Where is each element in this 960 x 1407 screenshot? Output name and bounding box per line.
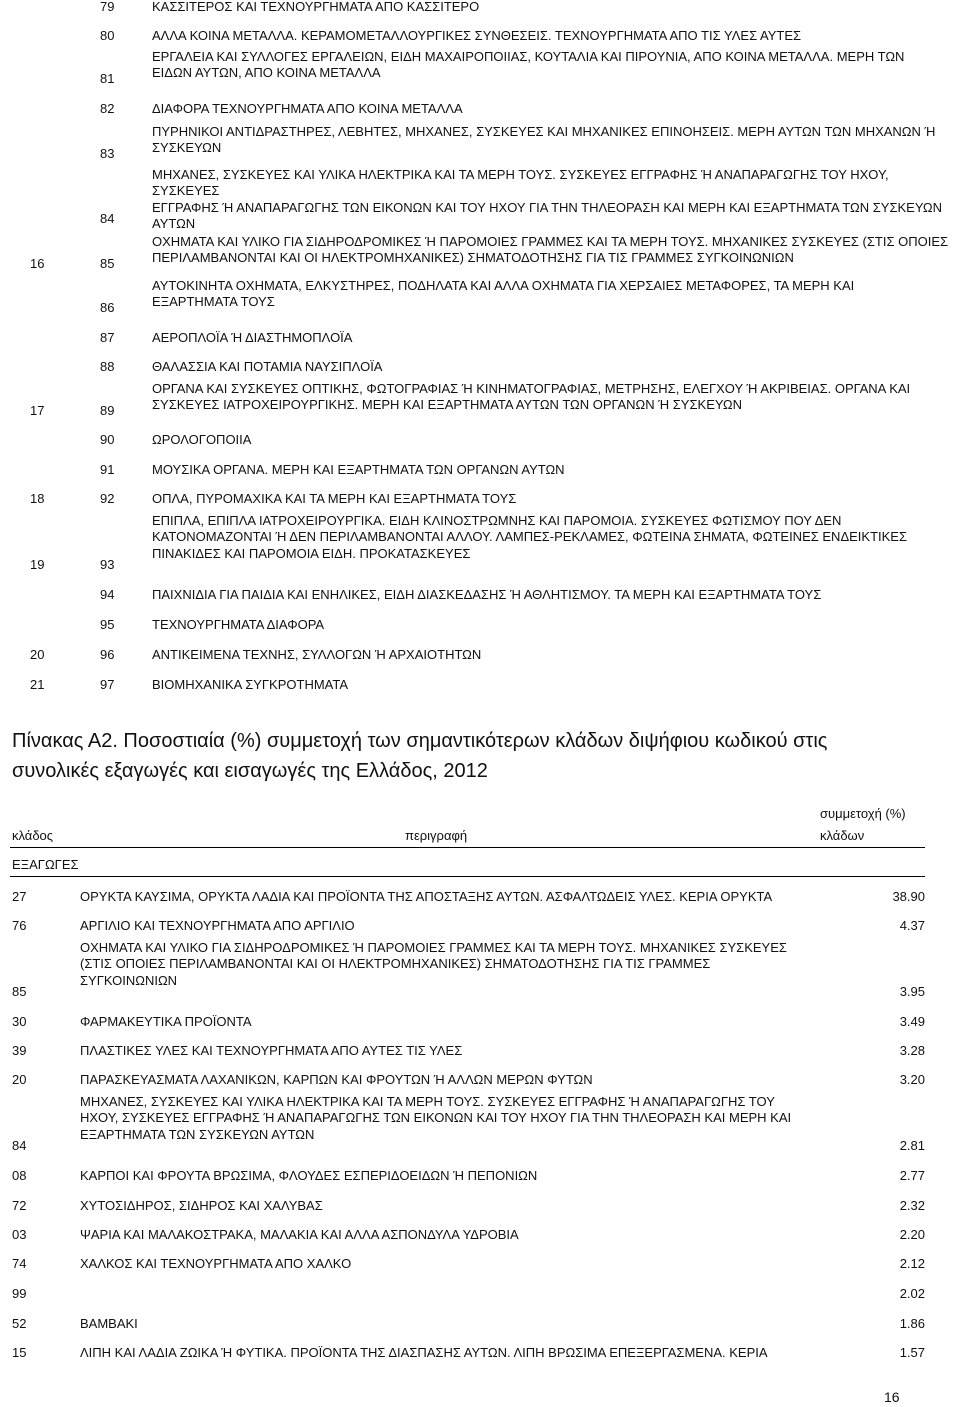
row-description: ΦΑΡΜΑΚΕΥΤΙΚΑ ΠΡΟΪΟΝΤΑ bbox=[80, 1014, 252, 1029]
row-code: 89 bbox=[100, 403, 115, 418]
row-code: 39 bbox=[12, 1043, 27, 1058]
row-code: 85 bbox=[100, 256, 115, 271]
row-description: ΠΥΡΗΝΙΚΟΙ ΑΝΤΙΔΡΑΣΤΗΡΕΣ, ΛΕΒΗΤΕΣ, ΜΗΧΑΝΕΣ, ΣΥΣΚΕΥΕΣ ΚΑΙ ΜΗΧΑΝΙΚΕΣ ΕΠΙΝΟΗΣΕΙΣ. ΜΕΡΗ ΑΥΤΩΝ ΤΩΝ ΜΗΧΑΝΩΝ Ή ΣΥΣΚΕΥΩΝ bbox=[152, 124, 936, 156]
row-code: 92 bbox=[100, 491, 115, 506]
row-code: 08 bbox=[12, 1168, 27, 1183]
row-code: 86 bbox=[100, 300, 115, 315]
row-share-value: 1.86 bbox=[899, 1316, 925, 1331]
row-code: 94 bbox=[100, 587, 115, 602]
row-share-value: 3.49 bbox=[899, 1014, 925, 1029]
row-code: 96 bbox=[100, 647, 115, 662]
row-description: ΒΙΟΜΗΧΑΝΙΚΑ ΣΥΓΚΡΟΤΗΜΑΤΑ bbox=[152, 677, 349, 692]
row-description: ΑΡΓΙΛΙΟ ΚΑΙ ΤΕΧΝΟΥΡΓΗΜΑΤΑ ΑΠΟ ΑΡΓΙΛΙΟ bbox=[80, 918, 355, 933]
row-description: ΚΑΡΠΟΙ ΚΑΙ ΦΡΟΥΤΑ ΒΡΩΣΙΜΑ, ΦΛΟΥΔΕΣ ΕΣΠΕΡΙΔΟΕΙΔΩΝ Ή ΠΕΠΟΝΙΩΝ bbox=[80, 1168, 538, 1183]
row-share-value: 2.02 bbox=[899, 1286, 925, 1301]
group-label-exports: ΕΞΑΓΩΓΕΣ bbox=[12, 857, 79, 872]
row-code: 72 bbox=[12, 1198, 27, 1213]
row-code: 97 bbox=[100, 677, 115, 692]
row-share-value: 2.77 bbox=[899, 1168, 925, 1183]
row-share-value: 2.12 bbox=[899, 1256, 925, 1271]
row-code: 80 bbox=[100, 28, 115, 43]
row-share-value: 2.20 bbox=[899, 1227, 925, 1242]
header-share-unit: κλάδων bbox=[820, 828, 865, 843]
row-description: ΩΡΟΛΟΓΟΠΟΙΙΑ bbox=[152, 432, 252, 447]
row-description: ΧΥΤΟΣΙΔΗΡΟΣ, ΣΙΔΗΡΟΣ ΚΑΙ ΧΑΛΥΒΑΣ bbox=[80, 1198, 323, 1213]
row-description: ΧΑΛΚΟΣ ΚΑΙ ΤΕΧΝΟΥΡΓΗΜΑΤΑ ΑΠΟ ΧΑΛΚΟ bbox=[80, 1256, 352, 1271]
row-code: 76 bbox=[12, 918, 27, 933]
row-code: 84 bbox=[100, 211, 115, 226]
header-code: κλάδος bbox=[12, 828, 54, 843]
row-description: ΨΑΡΙΑ ΚΑΙ ΜΑΛΑΚΟΣΤΡΑΚΑ, ΜΑΛΑΚΙΑ ΚΑΙ ΑΛΛΑ ΑΣΠΟΝΔΥΛΑ ΥΔΡΟΒΙΑ bbox=[80, 1227, 519, 1242]
row-share-value: 4.37 bbox=[899, 918, 925, 933]
row-code: 81 bbox=[100, 71, 115, 86]
row-code: 15 bbox=[12, 1345, 27, 1360]
row-code: 87 bbox=[100, 330, 115, 345]
row-section: 18 bbox=[30, 491, 45, 506]
row-description: ΜΗΧΑΝΕΣ, ΣΥΣΚΕΥΕΣ ΚΑΙ ΥΛΙΚΑ ΗΛΕΚΤΡΙΚΑ ΚΑΙ ΤΑ ΜΕΡΗ ΤΟΥΣ. ΣΥΣΚΕΥΕΣ ΕΓΓΡΑΦΗΣ Ή ΑΝΑΠΑΡΑΓΩΓΗΣ ΤΟΥ ΗΧΟΥ, ΣΥΣΚΕΥΕΣ ΕΓΓΡΑΦΗΣ Ή ΑΝΑΠΑΡΑΓΩΓΗΣ ΤΩΝ ΕΙΚΟΝΩΝ ΚΑΙ ΤΟΥ ΗΧΟΥ ΓΙΑ ΤΗΝ ΤΗΛΕΟΡΑΣΗ ΚΑΙ ΜΕΡΗ ΚΑΙ ΕΞΑΡΤΗΜΑΤΑ ΤΩΝ ΣΥΣΚΕΥΩΝ ΑΥΤΩΝ bbox=[80, 1094, 792, 1142]
row-code: 95 bbox=[100, 617, 115, 632]
row-share-value: 2.81 bbox=[899, 1138, 925, 1153]
row-share-value: 2.32 bbox=[899, 1198, 925, 1213]
row-description: ΜΗΧΑΝΕΣ, ΣΥΣΚΕΥΕΣ ΚΑΙ ΥΛΙΚΑ ΗΛΕΚΤΡΙΚΑ ΚΑΙ ΤΑ ΜΕΡΗ ΤΟΥΣ. ΣΥΣΚΕΥΕΣ ΕΓΓΡΑΦΗΣ Ή ΑΝΑΠΑΡΑΓΩΓΗΣ ΤΟΥ ΗΧΟΥ, ΣΥΣΚΕΥΕΣ ΕΓΓΡΑΦΗΣ Ή ΑΝΑΠΑΡΑΓΩΓΗΣ ΤΩΝ ΕΙΚΟΝΩΝ ΚΑΙ ΤΟΥ ΗΧΟΥ ΓΙΑ ΤΗΝ ΤΗΛΕΟΡΑΣΗ ΚΑΙ ΜΕΡΗ ΚΑΙ ΕΞΑΡΤΗΜΑΤΑ ΤΩΝ ΣΥΣΚΕΥΩΝ ΑΥΤΩΝ bbox=[152, 167, 942, 231]
row-code: 52 bbox=[12, 1316, 27, 1331]
row-section: 20 bbox=[30, 647, 45, 662]
row-code: 90 bbox=[100, 432, 115, 447]
row-code: 82 bbox=[100, 101, 115, 116]
row-code: 84 bbox=[12, 1138, 27, 1153]
row-description: ΒΑΜΒΑΚΙ bbox=[80, 1316, 138, 1331]
row-share-value: 1.57 bbox=[899, 1345, 925, 1360]
row-description: ΟΧΗΜΑΤΑ ΚΑΙ ΥΛΙΚΟ ΓΙΑ ΣΙΔΗΡΟΔΡΟΜΙΚΕΣ Ή ΠΑΡΟΜΟΙΕΣ ΓΡΑΜΜΕΣ ΚΑΙ ΤΑ ΜΕΡΗ ΤΟΥΣ. ΜΗΧΑΝΙΚΕΣ ΣΥΣΚΕΥΕΣ (ΣΤΙΣ ΟΠΟΙΕΣ ΠΕΡΙΛΑΜΒΑΝΟΝΤΑΙ ΚΑΙ ΟΙ ΗΛΕΚΤΡΟΜΗΧΑΝΙΚΕΣ) ΣΗΜΑΤΟΔΟΤΗΣΗΣ ΓΙΑ ΤΙΣ ΓΡΑΜΜΕΣ ΣΥΓΚΟΙΝΩΝΙΩΝ bbox=[80, 940, 787, 988]
row-description: ΘΑΛΑΣΣΙΑ ΚΑΙ ΠΟΤΑΜΙΑ ΝΑΥΣΙΠΛΟΪΑ bbox=[152, 359, 383, 374]
row-description: ΠΑΡΑΣΚΕΥΑΣΜΑΤΑ ΛΑΧΑΝΙΚΩΝ, ΚΑΡΠΩΝ ΚΑΙ ΦΡΟΥΤΩΝ Ή ΑΛΛΩΝ ΜΕΡΩΝ ΦΥΤΩΝ bbox=[80, 1072, 593, 1087]
row-code: 85 bbox=[12, 984, 27, 999]
row-code: 83 bbox=[100, 146, 115, 161]
row-description: ΚΑΣΣΙΤΕΡΟΣ ΚΑΙ ΤΕΧΝΟΥΡΓΗΜΑΤΑ ΑΠΟ ΚΑΣΣΙΤΕΡΟ bbox=[152, 0, 480, 14]
row-code: 88 bbox=[100, 359, 115, 374]
row-share-value: 38.90 bbox=[892, 889, 925, 904]
row-code: 27 bbox=[12, 889, 27, 904]
row-description: ΜΟΥΣΙΚΑ ΟΡΓΑΝΑ. ΜΕΡΗ ΚΑΙ ΕΞΑΡΤΗΜΑΤΑ ΤΩΝ ΟΡΓΑΝΩΝ ΑΥΤΩΝ bbox=[152, 462, 565, 477]
row-code: 79 bbox=[100, 0, 115, 14]
header-divider bbox=[10, 847, 925, 848]
row-share-value: 3.20 bbox=[899, 1072, 925, 1087]
row-description: ΑΝΤΙΚΕΙΜΕΝΑ ΤΕΧΝΗΣ, ΣΥΛΛΟΓΩΝ Ή ΑΡΧΑΙΟΤΗΤΩΝ bbox=[152, 647, 482, 662]
row-description: ΑΛΛΑ ΚΟΙΝΑ ΜΕΤΑΛΛΑ. ΚΕΡΑΜΟΜΕΤΑΛΛΟΥΡΓΙΚΕΣ ΣΥΝΘΕΣΕΙΣ. ΤΕΧΝΟΥΡΓΗΜΑΤΑ ΑΠΟ ΤΙΣ ΥΛΕΣ ΑΥΤΕΣ bbox=[152, 28, 802, 43]
header-description: περιγραφή bbox=[405, 828, 468, 843]
row-code: 20 bbox=[12, 1072, 27, 1087]
row-share-value: 3.28 bbox=[899, 1043, 925, 1058]
group-divider bbox=[10, 876, 925, 877]
row-description: ΟΡΓΑΝΑ ΚΑΙ ΣΥΣΚΕΥΕΣ ΟΠΤΙΚΗΣ, ΦΩΤΟΓΡΑΦΙΑΣ Ή ΚΙΝΗΜΑΤΟΓΡΑΦΙΑΣ, ΜΕΤΡΗΣΗΣ, ΕΛΕΓΧΟΥ Ή ΑΚΡΙΒΕΙΑΣ. ΟΡΓΑΝΑ ΚΑΙ ΣΥΣΚΕΥΕΣ ΙΑΤΡΟΧΕΙΡΟΥΡΓΙΚΗΣ. ΜΕΡΗ ΚΑΙ ΕΞΑΡΤΗΜΑΤΑ ΑΥΤΩΝ ΤΩΝ ΟΡΓΑΝΩΝ Ή ΣΥΣΚΕΥΩΝ bbox=[152, 381, 911, 413]
row-description: ΟΠΛΑ, ΠΥΡΟΜΑΧΙΚΑ ΚΑΙ ΤΑ ΜΕΡΗ ΚΑΙ ΕΞΑΡΤΗΜΑΤΑ ΤΟΥΣ bbox=[152, 491, 517, 506]
row-code: 93 bbox=[100, 557, 115, 572]
page-number: 16 bbox=[884, 1389, 900, 1405]
row-description: ΑΕΡΟΠΛΟΪΑ Ή ΔΙΑΣΤΗΜΟΠΛΟΪΑ bbox=[152, 330, 353, 345]
row-description: ΛΙΠΗ ΚΑΙ ΛΑΔΙΑ ΖΩΙΚΑ Ή ΦΥΤΙΚΑ. ΠΡΟΪΟΝΤΑ ΤΗΣ ΔΙΑΣΠΑΣΗΣ ΑΥΤΩΝ. ΛΙΠΗ ΒΡΩΣΙΜΑ ΕΠΕΞΕΡΓΑΣΜΕΝΑ. ΚΕΡΙΑ bbox=[80, 1345, 768, 1360]
row-description: ΕΡΓΑΛΕΙΑ ΚΑΙ ΣΥΛΛΟΓΕΣ ΕΡΓΑΛΕΙΩΝ, ΕΙΔΗ ΜΑΧΑΙΡΟΠΟΙΙΑΣ, ΚΟΥΤΑΛΙΑ ΚΑΙ ΠΙΡΟΥΝΙΑ, ΑΠΟ ΚΟΙΝΑ ΜΕΤΑΛΛΑ. ΜΕΡΗ ΤΩΝ ΕΙΔΩΝ ΑΥΤΩΝ, ΑΠΟ ΚΟΙΝΑ ΜΕΤΑΛΛΑ bbox=[152, 49, 905, 81]
row-section: 17 bbox=[30, 403, 45, 418]
row-code: 91 bbox=[100, 462, 115, 477]
row-code: 03 bbox=[12, 1227, 27, 1242]
table-title: Πίνακας Α2. Ποσοστιαία (%) συμμετοχή των σημαντικότερων κλάδων διψήφιου κωδικού στις συνολικές εξαγωγές και εισαγωγές της Ελλάδος, 2012 bbox=[12, 730, 828, 782]
row-description: ΠΛΑΣΤΙΚΕΣ ΥΛΕΣ ΚΑΙ ΤΕΧΝΟΥΡΓΗΜΑΤΑ ΑΠΟ ΑΥΤΕΣ ΤΙΣ ΥΛΕΣ bbox=[80, 1043, 463, 1058]
row-description: ΤΕΧΝΟΥΡΓΗΜΑΤΑ ΔΙΑΦΟΡΑ bbox=[152, 617, 325, 632]
row-description: ΟΡΥΚΤΑ ΚΑΥΣΙΜΑ, ΟΡΥΚΤΑ ΛΑΔΙΑ ΚΑΙ ΠΡΟΪΟΝΤΑ ΤΗΣ ΑΠΟΣΤΑΞΗΣ ΑΥΤΩΝ. ΑΣΦΑΛΤΩΔΕΙΣ ΥΛΕΣ. ΚΕΡΙΑ ΟΡΥΚΤΑ bbox=[80, 889, 773, 904]
row-description: ΑΥΤΟΚΙΝΗΤΑ ΟΧΗΜΑΤΑ, ΕΛΚΥΣΤΗΡΕΣ, ΠΟΔΗΛΑΤΑ ΚΑΙ ΑΛΛΑ ΟΧΗΜΑΤΑ ΓΙΑ ΧΕΡΣΑΙΕΣ ΜΕΤΑΦΟΡΕΣ, ΤΑ ΜΕΡΗ ΚΑΙ ΕΞΑΡΤΗΜΑΤΑ ΤΟΥΣ bbox=[152, 278, 855, 310]
header-share: συμμετοχή (%) bbox=[820, 806, 906, 821]
row-description: ΕΠΙΠΛΑ, ΕΠΙΠΛΑ ΙΑΤΡΟΧΕΙΡΟΥΡΓΙΚΑ. ΕΙΔΗ ΚΛΙΝΟΣΤΡΩΜΝΗΣ ΚΑΙ ΠΑΡΟΜΟΙΑ. ΣΥΣΚΕΥΕΣ ΦΩΤΙΣΜΟΥ ΠΟΥ ΔΕΝ ΚΑΤΟΝΟΜΑΖΟΝΤΑΙ Ή ΔΕΝ ΠΕΡΙΛΑΜΒΑΝΟΝΤΑΙ ΑΛΛΟΥ. ΛΑΜΠΕΣ-ΡΕΚΛΑΜΕΣ, ΦΩΤΕΙΝΑ ΣΗΜΑΤΑ, ΦΩΤΕΙΝΕΣ ΕΝΔΕΙΚΤΙΚΕΣ ΠΙΝΑΚΙΔΕΣ ΚΑΙ ΠΑΡΟΜΟΙΑ ΕΙΔΗ. ΠΡΟΚΑΤΑΣΚΕΥΕΣ bbox=[152, 513, 908, 561]
row-section: 21 bbox=[30, 677, 45, 692]
row-section: 19 bbox=[30, 557, 45, 572]
row-description: ΔΙΑΦΟΡΑ ΤΕΧΝΟΥΡΓΗΜΑΤΑ ΑΠΟ ΚΟΙΝΑ ΜΕΤΑΛΛΑ bbox=[152, 101, 463, 116]
row-code: 30 bbox=[12, 1014, 27, 1029]
row-section: 16 bbox=[30, 256, 45, 271]
row-description: ΠΑΙΧΝΙΔΙΑ ΓΙΑ ΠΑΙΔΙΑ ΚΑΙ ΕΝΗΛΙΚΕΣ, ΕΙΔΗ ΔΙΑΣΚΕΔΑΣΗΣ Ή ΑΘΛΗΤΙΣΜΟΥ. ΤΑ ΜΕΡΗ ΚΑΙ ΕΞΑΡΤΗΜΑΤΑ ΤΟΥΣ bbox=[152, 587, 822, 602]
row-code: 74 bbox=[12, 1256, 27, 1271]
row-share-value: 3.95 bbox=[899, 984, 925, 999]
row-description: ΟΧΗΜΑΤΑ ΚΑΙ ΥΛΙΚΟ ΓΙΑ ΣΙΔΗΡΟΔΡΟΜΙΚΕΣ Ή ΠΑΡΟΜΟΙΕΣ ΓΡΑΜΜΕΣ ΚΑΙ ΤΑ ΜΕΡΗ ΤΟΥΣ. ΜΗΧΑΝΙΚΕΣ ΣΥΣΚΕΥΕΣ (ΣΤΙΣ ΟΠΟΙΕΣ ΠΕΡΙΛΑΜΒΑΝΟΝΤΑΙ ΚΑΙ ΟΙ ΗΛΕΚΤΡΟΜΗΧΑΝΙΚΕΣ) ΣΗΜΑΤΟΔΟΤΗΣΗΣ ΓΙΑ ΤΙΣ ΓΡΑΜΜΕΣ ΣΥΓΚΟΙΝΩΝΙΩΝ bbox=[152, 234, 949, 266]
row-code: 99 bbox=[12, 1286, 27, 1301]
